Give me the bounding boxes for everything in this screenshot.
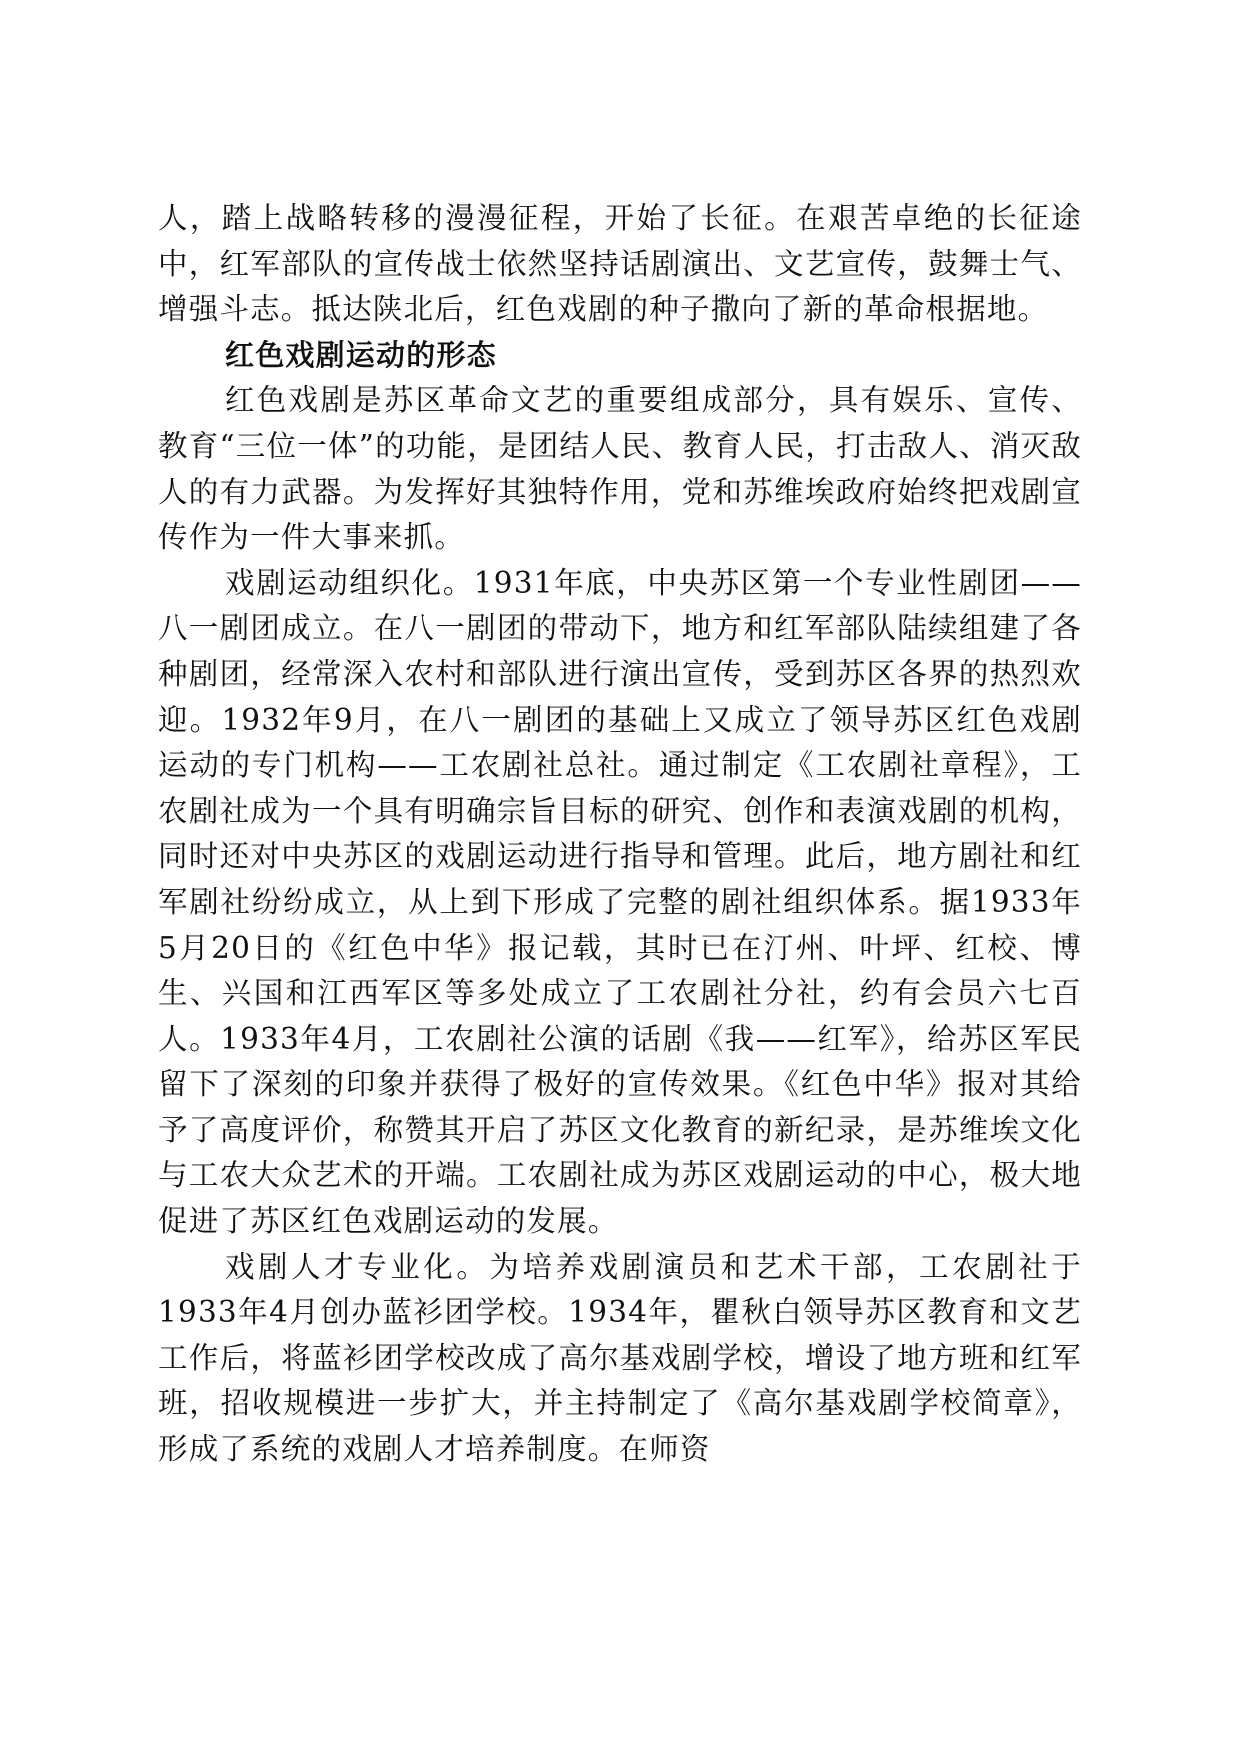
section-heading: 红色戏剧运动的形态 xyxy=(225,337,497,372)
paragraph-talent: 戏剧人才专业化。为培养戏剧演员和艺术干部，工农剧社于1933年4月创办蓝衫团学校。1934年，瞿秋白领导苏区教育和文艺工作后，将蓝衫团学校改成了高尔基戏剧学校，增设了地方班和红军班，招收规模进一步扩大，并主持制定了《高尔基戏剧学校简章》，形成了系统的戏剧人才培养制度。在师资 xyxy=(158,1249,1082,1467)
paragraph-continuation: 人，踏上战略转移的漫漫征程，开始了长征。在艰苦卓绝的长征途中，红军部队的宣传战士依然坚持话剧演出、文艺宣传，鼓舞士气、增强斗志。抵达陕北后，红色戏剧的种子撒向了新的革命根据地。 xyxy=(158,201,1082,327)
paragraph-organization: 戏剧运动组织化。1931年底，中央苏区第一个专业性剧团——八一剧团成立。在八一剧团的带动下，地方和红军部队陆续组建了各种剧团，经常深入农村和部队进行演出宣传，受到苏区各界的热烈欢迎。1932年9月，在八一剧团的基础上又成立了领导苏区红色戏剧运动的专门机构——工农剧社总社。通过制定《工农剧社章程》，工农剧社成为一个具有明确宗旨目标的研究、创作和表演戏剧的机构，同时还对中央苏区的戏剧运动进行指导和管理。此后，地方剧社和红军剧社纷纷成立，从上到下形成了完整的剧社组织体系。据1933年5月20日的《红色中华》报记载，其时已在汀州、叶坪、红校、博生、兴国和江西军区等多处成立了工农剧社分社，约有会员六七百人。1933年4月，工农剧社公演的话剧《我——红军》，给苏区军民留下了深刻的印象并获得了极好的宣传效果。《红色中华》报对其给予了高度评价，称赞其开启了苏区文化教育的新纪录，是苏维埃文化与工农大众艺术的开端。工农剧社成为苏区戏剧运动的中心，极大地促进了苏区红色戏剧运动的发展。 xyxy=(158,565,1082,1239)
document-page xyxy=(158,196,1082,1473)
paragraph-intro: 红色戏剧是苏区革命文艺的重要组成部分，具有娱乐、宣传、教育“三位一体”的功能，是团结人民、教育人民，打击敌人、消灭敌人的有力武器。为发挥好其独特作用，党和苏维埃政府始终把戏剧宣传作为一件大事来抓。 xyxy=(158,383,1082,555)
